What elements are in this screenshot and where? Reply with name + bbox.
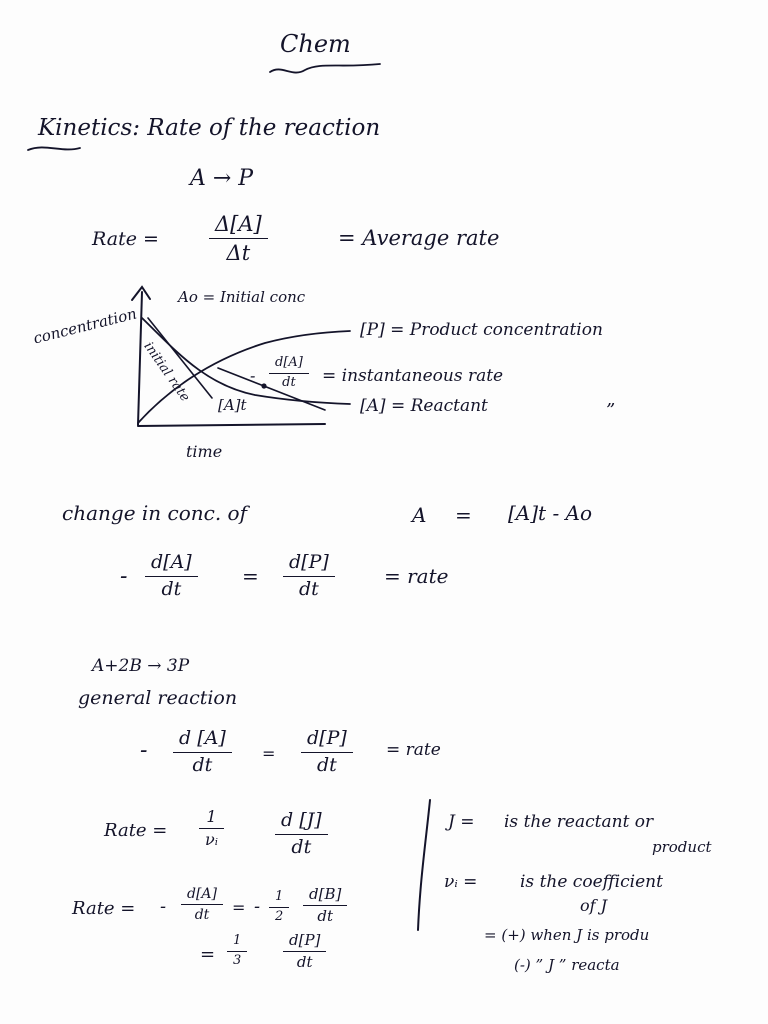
rate-general-den: dt [275,834,328,859]
general-minus: - [140,738,148,763]
reaction-a-to-p: A → P [190,166,254,191]
general-num-a: d [A] [179,727,226,749]
rate-full-den-b: dt [303,905,347,925]
half-denominator: 2 [269,907,289,925]
inst-denominator: dt [269,373,309,391]
section-heading: Kinetics: Rate of the reaction [38,115,381,141]
rate-full-minus-2: - [254,896,261,917]
general-reaction-equation: A+2B → 3P [92,656,190,676]
rate-general-label: Rate = [104,820,168,841]
inst-minus: - [250,366,256,385]
rate-eq-minus: - [120,564,128,589]
graph-x-label: time [186,442,223,461]
def-plus-line: = (+) when J is produ [484,926,650,944]
def-v-text-2: of J [580,896,608,915]
rate-full-num-a: d[A] [187,886,217,902]
page-title: Chem [280,30,351,58]
avg-numerator: Δ[A] [215,212,262,236]
rate-full-third [230,934,244,969]
def-j-symbol: J = [448,812,475,832]
reactant-label: [A] = Reactant [360,396,488,416]
change-in-conc-text: change in conc. of [62,501,247,525]
rate-full-label: Rate = [72,898,136,919]
third-numerator: 1 [233,933,242,948]
rate-eq-fraction-p [286,552,332,601]
rate-full-minus-1: - [160,896,167,917]
general-num-p: d[P] [307,727,347,749]
general-fraction-p [304,728,350,777]
avg-denominator: Δt [209,238,268,265]
general-den-p: dt [301,752,353,777]
general-den-a: dt [173,752,232,777]
third-denominator: 3 [227,951,247,969]
rate-eq-num-a: d[A] [151,551,192,573]
title-underline [270,64,380,73]
change-a: A [412,503,427,527]
product-concentration-label: [P] = Product concentration [360,320,603,340]
rate-eq-den-p: dt [283,576,335,601]
rate-general-fraction [278,810,325,859]
ditto-mark: ” [606,400,616,421]
rate-eq-result: = rate [384,564,449,588]
general-result: = rate [386,740,441,760]
general-reaction-label: general reaction [78,687,238,709]
tangent-point [261,383,266,388]
rate-full-num-p: d[P] [289,931,321,949]
rate-label: Rate = [92,228,159,250]
rate-general-num: d [J] [281,809,322,831]
section-divider [418,800,430,930]
graph-x-axis [138,424,325,426]
change-equals: = [455,503,472,527]
def-j-text: is the reactant or [504,812,654,832]
rate-full-num-b: d[B] [309,885,342,903]
rate-full-fraction-a [184,886,220,923]
coef-numerator: 1 [206,807,217,826]
general-equals: = [262,744,276,763]
rate-full-eq-3: = [200,944,216,965]
def-v-symbol: νᵢ = [444,872,478,892]
graph-at-label: [A]t [218,396,247,414]
def-j-text-2: product [652,838,712,856]
rate-eq-fraction-a [148,552,195,601]
rate-full-fraction-p [286,932,323,972]
rate-full-den-p: dt [283,951,326,971]
general-fraction-a [176,728,229,777]
change-value: [A]t - Ao [508,501,593,525]
graph-y-axis [138,292,142,425]
rate-full-den-a: dt [181,904,223,923]
average-rate-fraction [212,212,265,265]
instantaneous-rate-label: = instantaneous rate [322,366,504,386]
half-numerator: 1 [275,889,284,904]
rate-eq-den-a: dt [145,576,198,601]
graph-y-label: concentration [31,304,139,348]
instantaneous-rate-fraction [272,356,306,391]
average-rate-label: = Average rate [338,226,500,250]
heading-underline [28,147,80,150]
graph-a0-label: Ao = Initial conc [178,288,306,306]
rate-eq-num-p: d[P] [289,551,329,573]
inst-numerator: d[A] [275,355,303,370]
def-v-text: is the coefficient [520,872,663,892]
rate-eq-equals: = [242,564,259,588]
graph-initial-rate-label: initial rate [140,339,193,405]
rate-full-eq-1: = [232,898,246,917]
rate-general-coefficient [202,808,221,850]
def-minus-line: (-) ” J ” reacta [514,956,620,974]
rate-full-half [272,890,286,925]
rate-full-fraction-b [306,886,344,926]
coef-denominator: νᵢ [199,828,224,849]
